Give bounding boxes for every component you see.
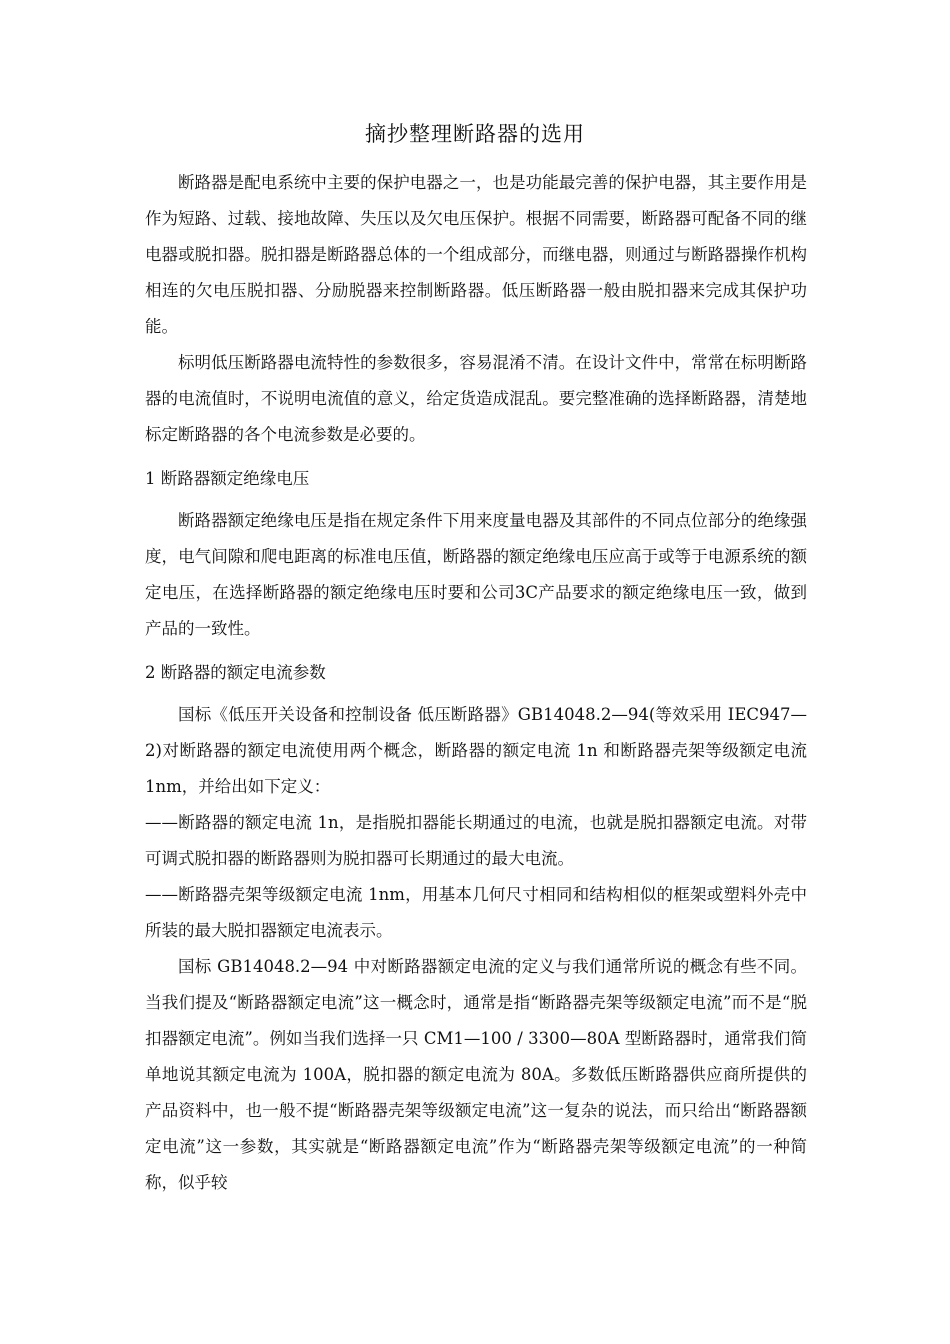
section-heading-rated-current: 2 断路器的额定电流参数 [145, 663, 326, 682]
paragraph-current-usage: 国标 GB14048.2—94 中对断路器额定电流的定义与我们通常所说的概念有些不同。当我们提及“断路器额定电流”这一概念时，通常是指“断路器壳架等级额定电流”而不是“脱扣器额定电流”。例如当我们选择一只 CM1—100 / 3300—80A 型断路器时，通常我们简单地说其额定电流为 100A，脱扣器的额定电流为 80A。多数低压断路器供应商所提供的产品资料中，也一般不提“断路器壳架等级额定电流”这一复杂的说法，而只给出“断路器额定电流”这一参数，其实就是“断路器额定电流”作为“断路器壳架等级额定电流”的一种简称，似乎较 [145, 957, 807, 1192]
document-body [145, 165, 807, 1201]
definition-rated-current: ——断路器的额定电流 1n，是指脱扣器能长期通过的电流，也就是脱扣器额定电流。对带可调式脱扣器的断路器则为脱扣器可长期通过的最大电流。 [145, 813, 807, 868]
paragraph-national-standard: 国标《低压开关设备和控制设备 低压断路器》GB14048.2—94(等效采用 IEC947—2)对断路器的额定电流使用两个概念，断路器的额定电流 1n 和断路器壳架等级额定电流 1nm，并给出如下定义： [145, 705, 807, 796]
paragraph-intro: 断路器是配电系统中主要的保护电器之一，也是功能最完善的保护电器，其主要作用是作为短路、过载、接地故障、失压以及欠电压保护。根据不同需要，断路器可配备不同的继电器或脱扣器。脱扣器是断路器总体的一个组成部分，而继电器，则通过与断路器操作机构相连的欠电压脱扣器、分励脱器来控制断路器。低压断路器一般由脱扣器来完成其保护功能。 [145, 173, 807, 336]
section-heading-insulation-voltage: 1 断路器额定绝缘电压 [145, 469, 310, 488]
definition-frame-rated-current: ——断路器壳架等级额定电流 1nm，用基本几何尺寸相同和结构相似的框架或塑料外壳中所装的最大脱扣器额定电流表示。 [145, 885, 807, 940]
paragraph-insulation-voltage: 断路器额定绝缘电压是指在规定条件下用来度量电器及其部件的不同点位部分的绝缘强度，电气间隙和爬电距离的标准电压值，断路器的额定绝缘电压应高于或等于电源系统的额定电压，在选择断路器的额定绝缘电压时要和公司3C产品要求的额定绝缘电压一致，做到产品的一致性。 [145, 511, 807, 638]
document-title: 摘抄整理断路器的选用 [365, 122, 585, 146]
paragraph-current-characteristics: 标明低压断路器电流特性的参数很多，容易混淆不清。在设计文件中，常常在标明断路器的电流值时，不说明电流值的意义，给定货造成混乱。要完整准确的选择断路器，清楚地标定断路器的各个电流参数是必要的。 [145, 353, 807, 444]
